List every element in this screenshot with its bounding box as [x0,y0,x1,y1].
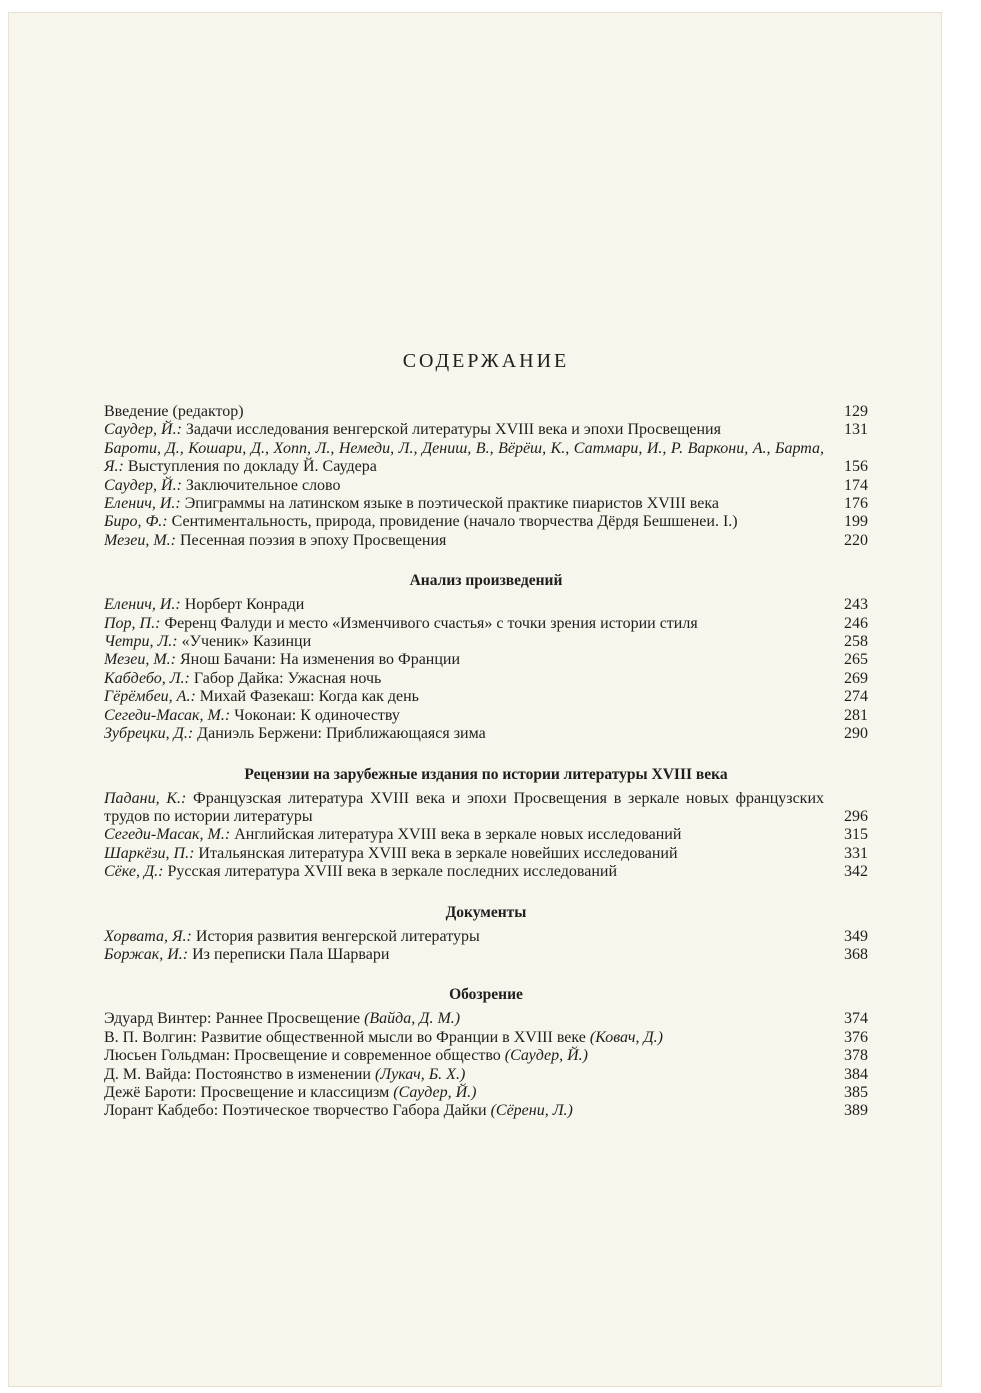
entry-reviewer: (Саудер, Й.) [504,1047,589,1065]
entry-author: Падани, К.: [104,789,187,807]
toc-entry [104,633,868,651]
entry-title: Французская литература XVIII века и эпохи Просвещения в зеркале новых французских трудов по истории литературы [104,789,825,825]
entry-author: Бароти, Д., Кошари, Д., Хопп, Л., Немеди, Л., Дениш, В., Вёрёш, К., Сатмари, И., Р. Варкони, А., Барта, Я.: [104,439,824,476]
toc-entry [104,790,868,827]
entry-page: 374 [844,1010,868,1028]
toc-entry [104,477,868,495]
entry-title: Люсьен Гольдман: Просвещение и современное общество [104,1047,501,1065]
toc-entry [104,421,868,439]
toc-analysis-group [104,596,868,743]
entry-author: Еленич, И.: [104,495,181,513]
entry-reviewer: (Саудер, Й.) [393,1083,477,1101]
entry-title: История развития венгерской литературы [195,927,480,945]
entry-title: Михай Фазекаш: Когда как день [199,688,419,706]
entry-author: Боржак, И.: [104,945,189,963]
entry-title: Габор Дайка: Ужасная ночь [193,669,382,687]
toc-reviews-group [104,790,868,882]
entry-author: Сегеди-Масак, М.: [104,826,231,844]
entry-author: Зубрецки, Д.: [104,725,194,743]
entry-title: Д. М. Вайда: Постоянство в изменении [104,1065,371,1083]
entry-author: Еленич, И.: [104,596,181,614]
entry-title: Выступления по докладу Й. Саудера [127,458,377,476]
entry-page: 342 [844,863,868,881]
entry-reviewer: (Ковач, Д.) [589,1028,663,1046]
toc-entry [104,670,868,688]
entry-reviewer: (Лукач, Б. Х.) [374,1065,466,1083]
entry-title: Задачи исследования венгерской литературы XVIII века и эпохи Просвещения [185,421,721,439]
section-heading-analysis: Анализ произведений [409,572,563,590]
toc-entry [104,1084,868,1102]
entry-title: Даниэль Бержени: Приближающаяся зима [197,725,486,743]
entry-author: Саудер, Й.: [104,421,182,439]
entry-page: 315 [844,826,868,844]
entry-page: 265 [844,651,868,669]
entry-page: 296 [844,807,868,825]
toc-entry [104,946,868,964]
entry-page: 220 [844,531,868,549]
toc-entry [104,440,868,477]
toc-entry [104,1066,868,1084]
entry-author: Саудер, Й.: [104,476,182,494]
entry-page: 385 [844,1083,868,1101]
entry-author: Кабдебо, Л.: [104,669,190,687]
entry-page: 174 [844,476,868,494]
entry-page: 269 [844,669,868,687]
entry-page: 349 [844,927,868,945]
entry-title: Эдуард Винтер: Раннее Просвещение [104,1010,361,1028]
entry-title: Янош Бачани: На изменения во Франции [180,651,461,669]
entry-title: Норберт Конради [184,596,305,614]
entry-author: Мезеи, М.: [104,531,176,549]
entry-title: Английская литература XVIII века в зеркале новых исследований [234,826,682,844]
entry-title: Введение (редактор) [104,403,244,420]
toc-entry [104,596,868,614]
entry-title: Дежё Бароти: Просвещение и классицизм [104,1083,390,1101]
toc-entry [104,513,868,531]
entry-page: 281 [844,706,868,724]
toc-documents-group [104,928,868,965]
section-heading-reviews: Рецензии на зарубежные издания по истории литературы XVIII века [244,765,728,783]
entry-page: 331 [844,844,868,862]
entry-title: Русская литература XVIII века в зеркале последних исследований [167,863,618,881]
toc-overview-group [104,1010,868,1120]
entry-title: Лорант Кабдебо: Поэтическое творчество Габора Дайки [104,1102,487,1120]
entry-page: 176 [844,495,868,513]
entry-page: 274 [844,688,868,706]
entry-title: Чоконаи: К одиночеству [234,706,400,724]
entry-page: 376 [844,1028,868,1046]
toc-main-group [104,403,868,550]
section-heading-documents: Документы [445,903,527,921]
entry-author: Четри, Л.: [104,633,178,651]
entry-author: Биро, Ф.: [104,513,168,531]
entry-title: Песенная поэзия в эпоху Просвещения [180,531,447,549]
toc-entry [104,651,868,669]
toc-entry [104,707,868,725]
entry-author: Хорвата, Я.: [104,927,192,945]
entry-page: 199 [844,513,868,531]
entry-title: Итальянская литература XVIII века в зеркале новейших исследований [198,844,678,862]
entry-reviewer: (Вайда, Д. М.) [364,1010,461,1028]
entry-author: Гёрёмбеи, А.: [104,688,196,706]
entry-page: 246 [844,614,868,632]
toc-entry [104,1010,868,1028]
toc-entry [104,725,868,743]
entry-title: Заключительное слово [185,476,341,494]
toc-entry [104,495,868,513]
entry-author: Мезеи, М.: [104,651,176,669]
entry-author: Сегеди-Масак, М.: [104,706,231,724]
entry-title: Из переписки Пала Шарвари [192,945,390,963]
entry-page: 389 [844,1102,868,1120]
entry-title: Сентиментальность, природа, провидение (начало творчества Дёрдя Бешшенеи. I.) [171,513,738,531]
entry-page: 378 [844,1047,868,1065]
toc-entry [104,1029,868,1047]
toc-entry [104,403,868,421]
toc-entry [104,863,868,881]
entry-page: 258 [844,633,868,651]
toc-entry [104,928,868,946]
toc-entry [104,1102,868,1120]
toc-entry [104,688,868,706]
entry-page: 156 [844,458,868,476]
entry-page: 384 [844,1065,868,1083]
document-page [8,12,942,1387]
entry-title: «Ученик» Казинци [181,633,312,651]
entry-reviewer: (Сёрени, Л.) [490,1102,573,1120]
table-of-contents [104,350,868,1121]
toc-entry [104,532,868,550]
entry-page: 131 [844,421,868,439]
entry-page: 368 [844,945,868,963]
toc-entry [104,1047,868,1065]
entry-title: Эпиграммы на латинском языке в поэтической практике пиаристов XVIII века [184,495,719,513]
entry-title: В. П. Волгин: Развитие общественной мысли во Франции в XVIII веке [104,1028,586,1046]
entry-page: 129 [844,403,868,420]
toc-entry [104,826,868,844]
entry-author: Пор, П.: [104,614,161,632]
entry-title: Ференц Фалуди и место «Изменчивого счастья» с точки зрения истории стиля [164,614,698,632]
toc-entry [104,615,868,633]
entry-author: Сёке, Д.: [104,863,164,881]
page-title: СОДЕРЖАНИЕ [402,350,570,372]
entry-page: 243 [844,596,868,614]
entry-page: 290 [844,725,868,743]
section-heading-overview: Обозрение [449,986,523,1004]
entry-author: Шаркёзи, П.: [104,844,195,862]
toc-entry [104,845,868,863]
